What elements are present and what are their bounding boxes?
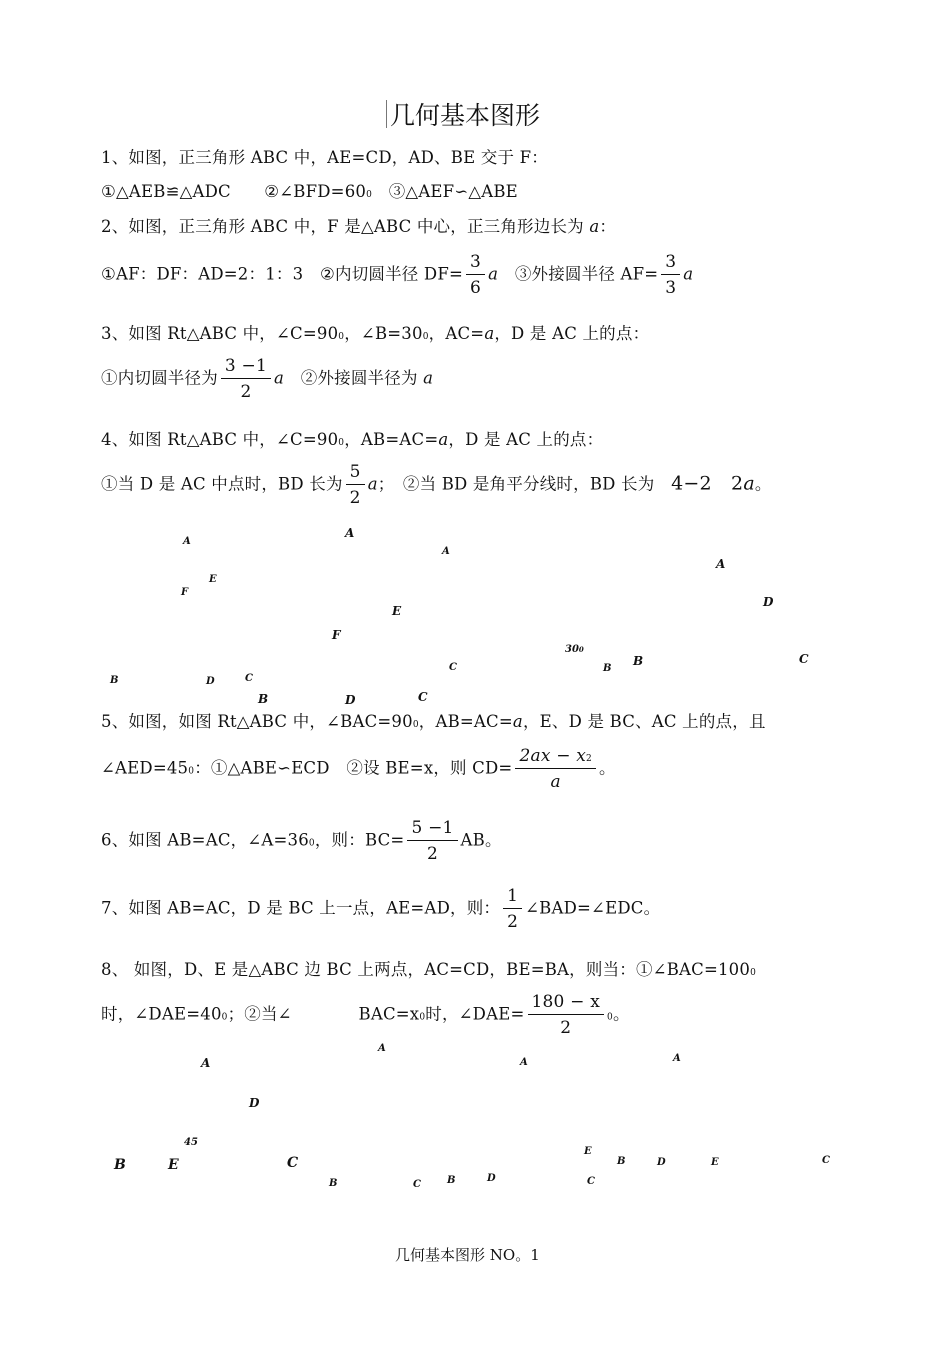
figure-label: B (114, 1157, 126, 1173)
figure-label: B (258, 692, 269, 706)
figure-label: A (378, 1043, 386, 1054)
figure-label: B (633, 654, 644, 668)
figure-label: E (584, 1146, 592, 1157)
figure-label: C (245, 673, 253, 684)
page-footer: 几何基本图形 NO。1 (395, 1246, 540, 1264)
problem-4-answers: ①当 D 是 AC 中点时，BD 长为 $\frac{5}{2}$ a； ②当 BD 是角平分线时，BD 长为 4−2 2a。 (101, 462, 772, 508)
figure-label: D (657, 1157, 666, 1168)
figure-label: E (209, 574, 217, 585)
figure-label: C (587, 1176, 595, 1187)
problem-3: 3、如图 Rt△ABC 中，∠C=900，∠B=300，AC=a，D 是 AC 上的点： (101, 324, 650, 343)
figure-label: E (168, 1157, 179, 1173)
figure-label: A (345, 526, 355, 540)
figure-label: C (418, 690, 428, 704)
problem-5-answers: ∠AED=450：①△ABE∽ECD ②设 BE=x，则 CD= $\frac{2ax - x2}{a}$ 。 (101, 746, 616, 792)
fraction: $\frac{1}{2}$ (503, 886, 522, 932)
figure-label: F (181, 587, 189, 598)
figure-label: A (183, 536, 191, 547)
problem-8: 8、 如图，D、E 是△ABC 边 BC 上两点，AC=CD，BE=BA，则当：①∠BAC=1000 (101, 960, 757, 979)
fraction: $\frac{2ax - x2}{a}$ (515, 746, 596, 792)
problem-2-answers: ①AF：DF：AD=2：1：3 ②内切圆半径 DF= $\frac{3}{6}$ a ③外接圆半径 AF= $\frac{3}{3}$ a (101, 252, 694, 298)
figure-label: C (413, 1179, 421, 1190)
figure-label: D (345, 693, 356, 707)
figure-label: B (617, 1156, 626, 1167)
problem-4: 4、如图 Rt△ABC 中，∠C=900，AB=AC=a，D 是 AC 上的点： (101, 430, 604, 449)
figure-label: B (329, 1178, 338, 1189)
figure-label: B (110, 675, 119, 686)
figure-label: C (287, 1155, 299, 1171)
problem-1-answers: ①△AEB≌△ADC ②∠BFD=600 ③△AEF∽△ABE (101, 182, 518, 201)
fraction: $\frac{3}{6}$ (466, 252, 485, 298)
figure-label: A (673, 1053, 681, 1064)
figure-label: E (392, 604, 402, 618)
figure-label: C (822, 1155, 830, 1166)
fraction: $\frac{5 -1}{2}$ (407, 818, 457, 864)
figure-label: E (711, 1157, 719, 1168)
figure-label: D (206, 676, 215, 687)
figure-label: A (716, 557, 726, 571)
figure-label: B (447, 1175, 456, 1186)
fraction: $\frac{3 -1}{2}$ (221, 356, 271, 402)
problem-3-answers: ①内切圆半径为 $\frac{3 -1}{2}$ a ②外接圆半径为 a (101, 356, 434, 402)
figure-label: B (603, 663, 612, 674)
problem-2: 2、如图，正三角形 ABC 中，F 是△ABC 中心，正三角形边长为 a： (101, 217, 617, 236)
figure-label: C (799, 652, 809, 666)
figure-label: 300 (565, 644, 584, 655)
figure-label: D (487, 1173, 496, 1184)
page-title: 几何基本图形 (390, 96, 540, 132)
figure-label: F (332, 628, 341, 642)
problem-8-answers: 时，∠DAE=400；②当∠ BAC=x0时，∠DAE= $\frac{180 - x}{2}$ 0。 (101, 992, 630, 1038)
problem-5: 5、如图，如图 Rt△ABC 中，∠BAC=900，AB=AC=a，E、D 是 BC、AC 上的点，且 (101, 712, 766, 731)
problem-1: 1、如图，正三角形 ABC 中，AE=CD，AD、BE 交于 F： (101, 148, 548, 167)
figure-label: D (249, 1096, 260, 1110)
figure-label: D (763, 595, 774, 609)
problem-6: 6、如图 AB=AC，∠A=360，则：BC= $\frac{5 -1}{2}$ AB。 (101, 818, 502, 864)
fraction: $\frac{180 - x}{2}$ (528, 992, 605, 1038)
figure-label: A (520, 1057, 528, 1068)
figure-label: C (449, 662, 457, 673)
text-cursor (386, 100, 387, 128)
figure-label: A (201, 1056, 211, 1070)
fraction: $\frac{5}{2}$ (346, 462, 365, 508)
problem-7: 7、如图 AB=AC，D 是 BC 上一点，AE=AD，则： $\frac{1}{2}$ ∠BAD=∠EDC。 (101, 886, 661, 932)
fraction: $\frac{3}{3}$ (661, 252, 680, 298)
figure-label: A (442, 546, 450, 557)
figure-label: 45 (184, 1137, 198, 1148)
